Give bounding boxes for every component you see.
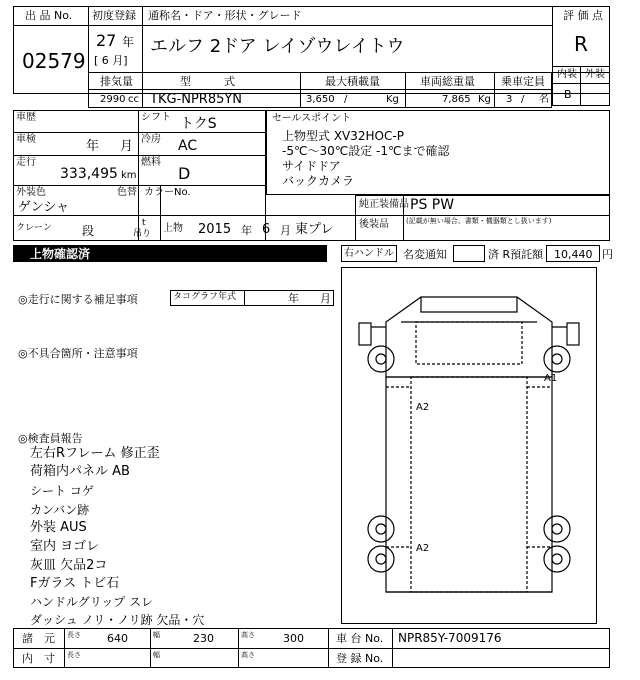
displacement-unit: cc [128,94,139,105]
dims-label: 諸 元 [22,632,55,645]
first-reg-year-unit: 年 [122,35,135,49]
inspector-line: 外装 AUS [30,520,87,535]
color-change-label: 色替 [117,187,137,198]
transfer-year-unit: 年 [241,224,252,237]
damage-mark-a2-upper: A2 [416,402,430,413]
fuel-label: 燃料 [141,157,161,168]
mileage-value: 333,495 [60,166,118,182]
type-value: TKG-NPR85YN [150,92,243,107]
lot-label: 出 品 No. [25,9,73,22]
aftermarket-note: (記載が無い場合、書類・機器類とし扱います) [406,217,552,225]
gross-weight-unit: Kg [478,94,491,105]
height-value: 300 [283,632,304,645]
capacity-label: 乗車定員 [501,75,545,88]
crane-t: t [142,218,146,228]
grade-label: 評 価 点 [563,9,603,22]
transfer-month: 6 [262,222,271,237]
truck-diagram [341,267,597,624]
model-name: エルフ 2ドア レイゾウレイトウ [150,36,405,57]
crane-label: クレーン [16,223,52,233]
transfer-maker: 東プレ [295,222,334,237]
defects-label: ◎不具合箇所・注意事項 [18,347,138,360]
displacement-label: 排気量 [100,75,133,88]
inspector-line: 室内 ヨゴレ [30,539,100,554]
inspector-line: 荷箱内パネル AB [30,464,130,479]
gross-weight-label: 車両総重量 [420,75,475,88]
driving-notes-label: ◎走行に関する補足事項 [18,293,138,306]
exterior-grade-label: 外装 [585,69,605,80]
color-value: ゲンシャ [18,200,70,215]
mileage-unit: km [121,170,137,181]
type-label: 型 式 [180,75,235,88]
recycle-amount: 10,440 [554,248,593,261]
sales-point-line: サイドドア [282,159,341,173]
ac-value: AC [178,138,198,154]
mileage-label: 走行 [16,157,36,168]
crane-steps: 段 [82,224,95,238]
inspector-line: 灰皿 欠品2コ [30,558,108,573]
name-change-label: 名変通知 [403,248,447,261]
crane-hook: 吊り [133,229,152,239]
transfer-month-unit: 月 [280,224,291,237]
rhd-label: 右ハンドル [344,248,394,259]
capacity-value: 3 [506,94,513,105]
aftermarket-label: 後装品 [359,219,389,230]
equipment-label: 純正装備品 [359,199,409,210]
shift-value: トクS [180,116,217,132]
inspector-line: Fガラス トビ石 [30,576,120,591]
fuel-value: D [178,164,191,183]
chassis-label: 車 台 No. [336,632,384,645]
damage-mark-a1: A1 [544,373,558,384]
damage-mark-a2-lower: A2 [416,543,430,554]
confirm-banner-text: 上物確認済 [30,247,91,261]
length-label: 長さ [67,631,81,639]
in-width-label: 幅 [153,651,160,659]
inspection-month: 月 [120,139,134,154]
interior-dims-label: 内 寸 [22,652,55,665]
transfer-year: 2015 [198,222,232,237]
inspector-label: ◎検査員報告 [18,432,83,445]
displacement-value: 2990 [100,94,126,105]
color-label: 外装色 [16,187,46,198]
first-reg-year: 27 [96,31,117,50]
interior-grade: B [564,88,572,101]
sales-point-line: 上物型式 XV32HOC-P [282,129,404,143]
registration-label: 登 録 No. [336,652,384,665]
inspector-line: シート コゲ [30,484,94,498]
sales-points-label: セールスポイント [272,113,352,124]
capacity-sep: / [521,94,525,105]
first-reg-month: [ 6 月] [94,54,128,67]
tacho-month: 月 [320,292,331,305]
inspection-label: 車検 [16,134,36,145]
inspector-line: カンバン跡 [30,503,90,517]
inspector-line: 左右Rフレーム 修正歪 [30,446,160,461]
gross-weight-value: 7,865 [442,94,471,105]
sales-point-line: -5℃～30℃設定 -1℃まで確認 [282,144,450,158]
recycle-label: 済 R預託額 [488,248,544,261]
equipment-value: PS PW [410,197,455,213]
history-label: 車歴 [16,112,36,123]
height-label: 高さ [241,631,255,639]
chassis-value: NPR85Y-7009176 [398,631,502,645]
width-value: 230 [193,632,214,645]
first-reg-label: 初度登録 [92,9,136,22]
max-load-sep: / [344,94,348,105]
lot-number: 02579 [22,49,86,73]
overall-grade: R [574,32,588,56]
interior-grade-label: 内装 [557,69,577,80]
model-header-label: 通称名・ドア・形状・グレード [148,9,302,22]
in-height-label: 高さ [241,651,255,659]
shift-label: シフト [141,112,171,123]
color-code-label: カラーNo. [144,187,191,198]
inspection-year: 年 [86,139,100,154]
sales-point-line: バックカメラ [282,174,355,188]
inspector-line: ハンドルグリップ スレ [30,595,154,609]
max-load-value: 3,650 [306,94,335,105]
ac-label: 冷房 [141,134,161,145]
tacho-year: 年 [288,292,299,305]
recycle-unit: 円 [602,248,613,261]
width-label: 幅 [153,631,160,639]
max-load-unit: Kg [386,94,399,105]
capacity-unit: 名 [539,94,549,105]
length-value: 640 [107,632,128,645]
inspector-line: ダッシュ ノリ・ノリ跡 欠品・穴 [30,613,205,627]
transfer-label: 上物 [163,223,183,234]
in-length-label: 長さ [67,651,81,659]
max-load-label: 最大積載量 [325,75,380,88]
tacho-label: タコグラフ年式 [173,292,237,302]
